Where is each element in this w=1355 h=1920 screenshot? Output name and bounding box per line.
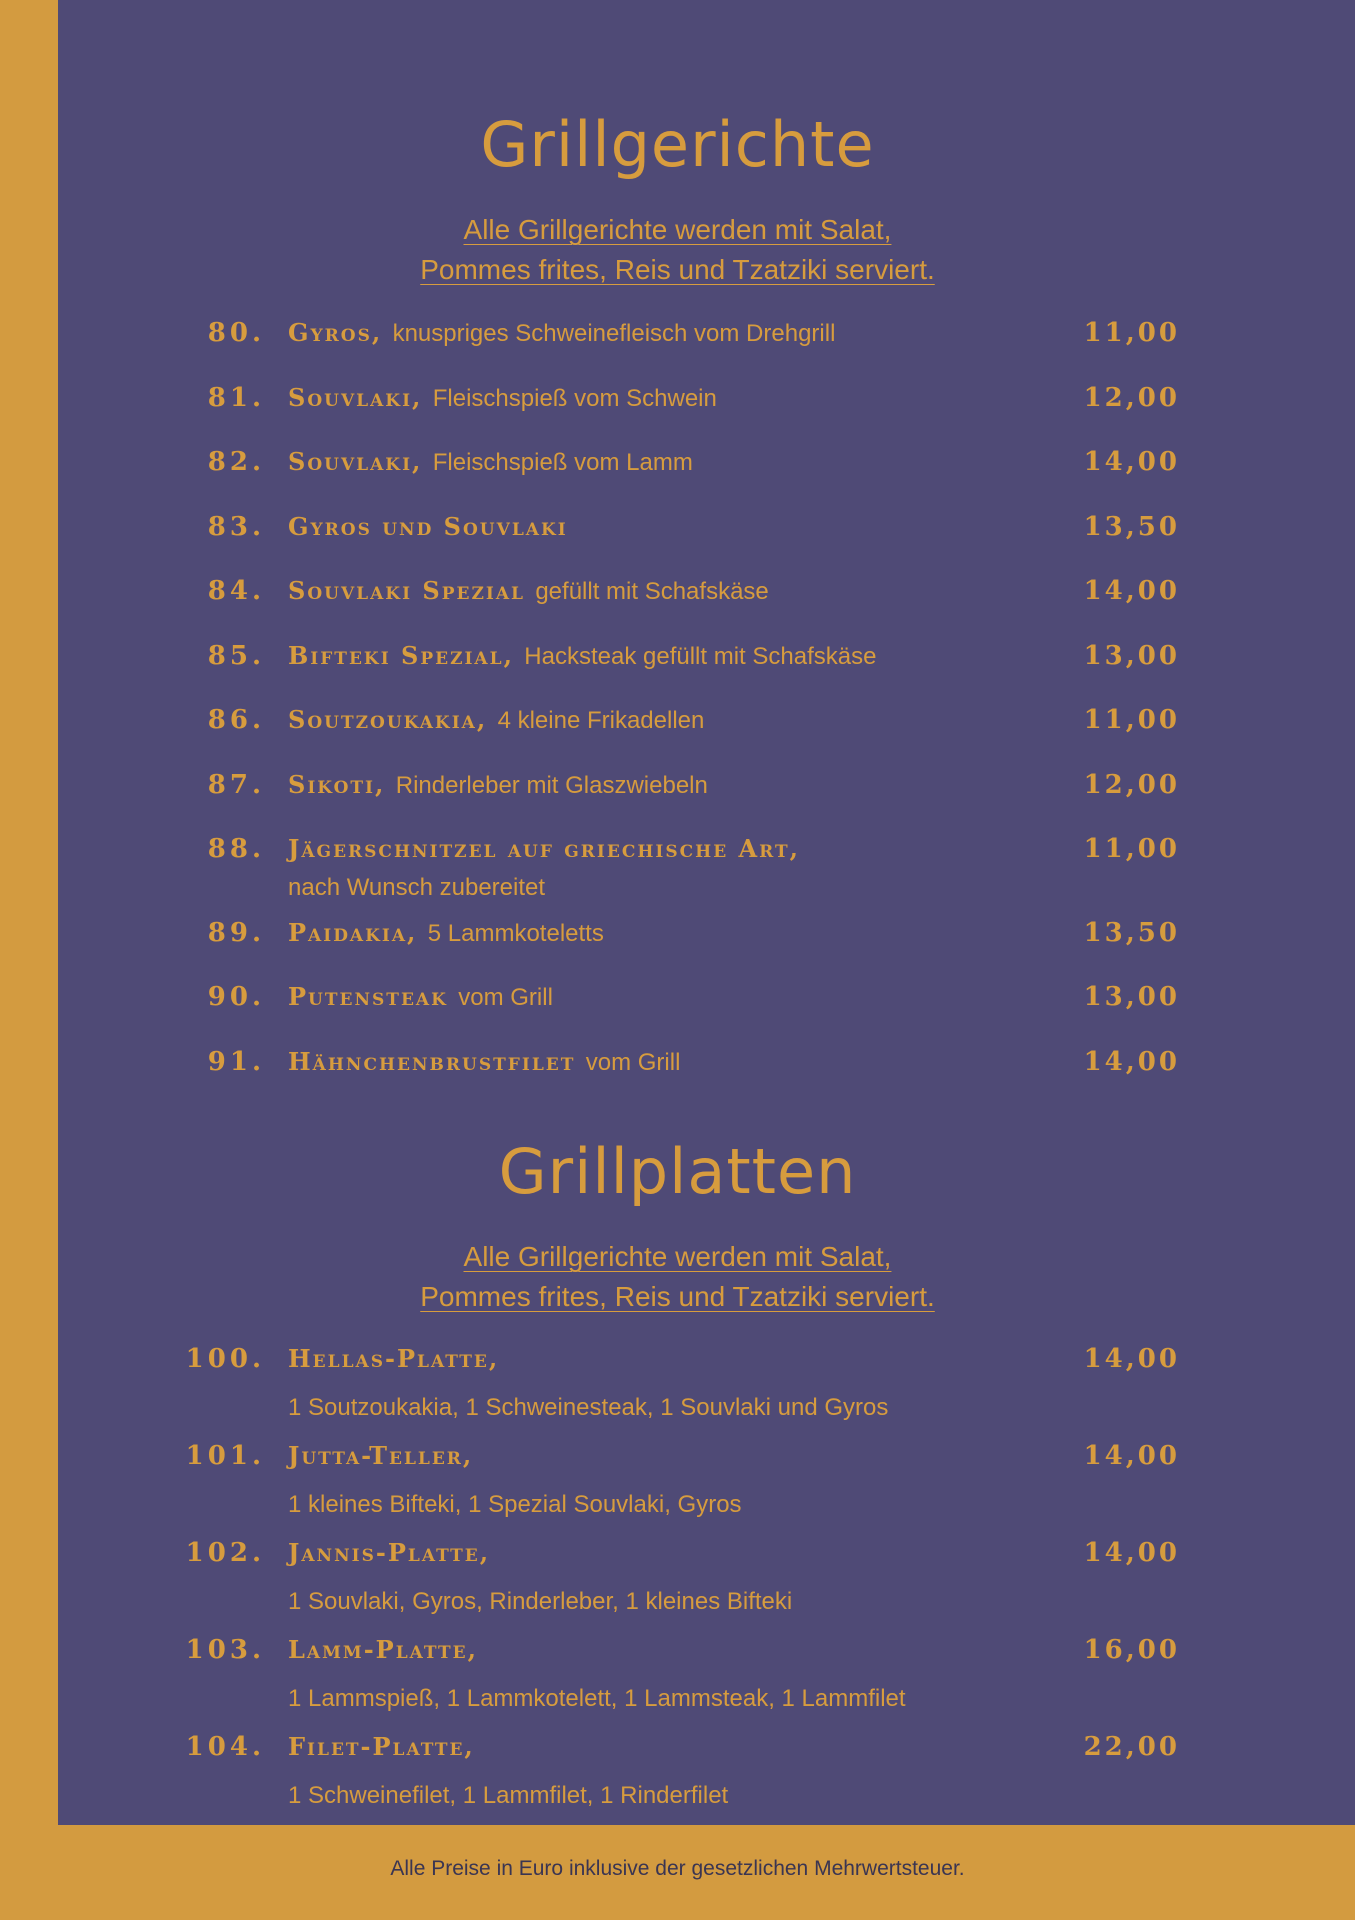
item-name-line bbox=[288, 318, 835, 348]
item-name: Bifteki Spezial, bbox=[288, 641, 514, 670]
item-name: Jägerschnitzel auf griechische Art, bbox=[288, 834, 801, 863]
item-price: 14,00 bbox=[1083, 1441, 1180, 1471]
item-name: Hähnchenbrustfilet bbox=[288, 1047, 576, 1076]
item-number: 102. bbox=[185, 1538, 265, 1568]
menu-item bbox=[0, 512, 1355, 552]
subtitle-line: Alle Grillgerichte werden mit Salat, bbox=[463, 214, 892, 245]
item-name: Soutzoukakia, bbox=[288, 705, 488, 734]
section-title-grillgerichte: Grillgerichte bbox=[480, 108, 875, 181]
item-price: 14,00 bbox=[1083, 1047, 1180, 1077]
item-name-line bbox=[288, 447, 693, 477]
item-name-line bbox=[288, 1441, 473, 1470]
item-name: Jutta-Teller, bbox=[288, 1441, 474, 1470]
item-name: Lamm-Platte, bbox=[288, 1635, 478, 1664]
item-price: 12,00 bbox=[1083, 770, 1180, 800]
item-description: Rinderleber mit Glaszwiebeln bbox=[395, 772, 708, 799]
item-number: 104. bbox=[185, 1732, 265, 1762]
item-price: 12,00 bbox=[1083, 383, 1180, 413]
menu-item bbox=[0, 1047, 1355, 1087]
item-name-line bbox=[288, 1635, 478, 1664]
item-number: 83. bbox=[207, 512, 265, 542]
section-title-grillplatten: Grillplatten bbox=[498, 1135, 857, 1208]
item-price: 13,50 bbox=[1083, 512, 1180, 542]
item-name-line bbox=[288, 918, 604, 948]
item-name: Souvlaki, bbox=[288, 383, 423, 412]
menu-item bbox=[0, 576, 1355, 616]
item-description: vom Grill bbox=[585, 1049, 681, 1076]
item-name: Gyros, bbox=[288, 318, 383, 347]
section-subtitle-grillplatten bbox=[0, 1237, 1355, 1317]
item-detail: 1 Soutzoukakia, 1 Schweinesteak, 1 Souvlaki und Gyros bbox=[288, 1394, 889, 1421]
item-name: Hellas-Platte, bbox=[288, 1344, 500, 1373]
item-name-line bbox=[288, 1344, 499, 1373]
menu-item bbox=[0, 383, 1355, 423]
menu-item bbox=[0, 1635, 1355, 1712]
item-price: 13,00 bbox=[1083, 982, 1180, 1012]
item-name-line bbox=[288, 770, 708, 800]
menu-item bbox=[0, 1441, 1355, 1518]
item-description: Fleischspieß vom Lamm bbox=[432, 449, 693, 476]
item-name: Filet-Platte, bbox=[288, 1732, 475, 1761]
item-detail: nach Wunsch zubereitet bbox=[288, 874, 546, 901]
item-name-line bbox=[288, 576, 769, 606]
item-detail: 1 Schweinefilet, 1 Lammfilet, 1 Rinderfilet bbox=[288, 1782, 729, 1809]
item-number: 81. bbox=[207, 383, 265, 413]
item-name: Putensteak bbox=[288, 982, 448, 1011]
menu-item bbox=[0, 1344, 1355, 1421]
item-name-line bbox=[288, 383, 717, 413]
item-price: 14,00 bbox=[1083, 576, 1180, 606]
item-price: 14,00 bbox=[1083, 447, 1180, 477]
item-description: Fleischspieß vom Schwein bbox=[432, 385, 717, 412]
item-price: 22,00 bbox=[1083, 1732, 1180, 1762]
item-price: 11,00 bbox=[1083, 705, 1180, 735]
item-number: 90. bbox=[207, 982, 265, 1012]
subtitle-line: Pommes frites, Reis und Tzatziki serviert. bbox=[420, 254, 935, 285]
item-name: Sikoti, bbox=[288, 770, 386, 799]
item-detail: 1 Souvlaki, Gyros, Rinderleber, 1 kleines Bifteki bbox=[288, 1588, 793, 1615]
item-description: Hacksteak gefüllt mit Schafskäse bbox=[524, 643, 877, 670]
subtitle-line: Alle Grillgerichte werden mit Salat, bbox=[463, 1241, 892, 1272]
item-name: Gyros und Souvlaki bbox=[288, 512, 568, 541]
item-description: knuspriges Schweinefleisch vom Drehgrill bbox=[392, 320, 836, 347]
item-price: 13,00 bbox=[1083, 641, 1180, 671]
item-description: gefüllt mit Schafskäse bbox=[535, 578, 769, 605]
menu-item bbox=[0, 770, 1355, 810]
item-name-line bbox=[288, 1538, 490, 1567]
item-number: 87. bbox=[207, 770, 265, 800]
item-price: 14,00 bbox=[1083, 1538, 1180, 1568]
item-detail: 1 Lammspieß, 1 Lammkotelett, 1 Lammsteak, 1 Lammfilet bbox=[288, 1685, 906, 1712]
item-number: 84. bbox=[207, 576, 265, 606]
item-number: 82. bbox=[207, 447, 265, 477]
item-name-line bbox=[288, 1047, 680, 1077]
item-name-line bbox=[288, 1732, 475, 1761]
item-number: 89. bbox=[207, 918, 265, 948]
menu-item bbox=[0, 918, 1355, 958]
item-name-line bbox=[288, 982, 553, 1012]
menu-item bbox=[0, 1732, 1355, 1809]
item-name-line bbox=[288, 834, 800, 863]
menu-item bbox=[0, 1538, 1355, 1615]
menu-item bbox=[0, 318, 1355, 358]
item-detail: 1 kleines Bifteki, 1 Spezial Souvlaki, Gyros bbox=[288, 1491, 742, 1518]
menu-item bbox=[0, 447, 1355, 487]
item-name: Paidakia, bbox=[288, 918, 418, 947]
item-description: 5 Lammkoteletts bbox=[427, 920, 604, 947]
item-name-line bbox=[288, 705, 704, 735]
item-price: 14,00 bbox=[1083, 1344, 1180, 1374]
menu-item bbox=[0, 705, 1355, 745]
menu-item bbox=[0, 641, 1355, 681]
subtitle-line: Pommes frites, Reis und Tzatziki serviert. bbox=[420, 1281, 935, 1312]
menu-item bbox=[0, 982, 1355, 1022]
item-name-line bbox=[288, 512, 568, 541]
item-price: 13,50 bbox=[1083, 918, 1180, 948]
item-number: 103. bbox=[185, 1635, 265, 1665]
item-number: 91. bbox=[207, 1047, 265, 1077]
item-price: 11,00 bbox=[1083, 318, 1180, 348]
section-subtitle-grillgerichte bbox=[0, 210, 1355, 290]
item-number: 80. bbox=[207, 318, 265, 348]
item-description: 4 kleine Frikadellen bbox=[497, 707, 705, 734]
menu-item bbox=[0, 834, 1355, 901]
item-name: Souvlaki Spezial bbox=[288, 576, 525, 605]
item-name-line bbox=[288, 641, 876, 671]
item-number: 100. bbox=[185, 1344, 265, 1374]
item-number: 101. bbox=[185, 1441, 265, 1471]
item-price: 16,00 bbox=[1083, 1635, 1180, 1665]
item-name: Souvlaki, bbox=[288, 447, 423, 476]
item-name: Jannis-Platte, bbox=[288, 1538, 491, 1567]
item-number: 85. bbox=[207, 641, 265, 671]
item-number: 88. bbox=[207, 834, 265, 864]
item-number: 86. bbox=[207, 705, 265, 735]
item-price: 11,00 bbox=[1083, 834, 1180, 864]
item-description: vom Grill bbox=[458, 984, 553, 1011]
footer-note: Alle Preise in Euro inklusive der gesetzlichen Mehrwertsteuer. bbox=[390, 1857, 965, 1880]
